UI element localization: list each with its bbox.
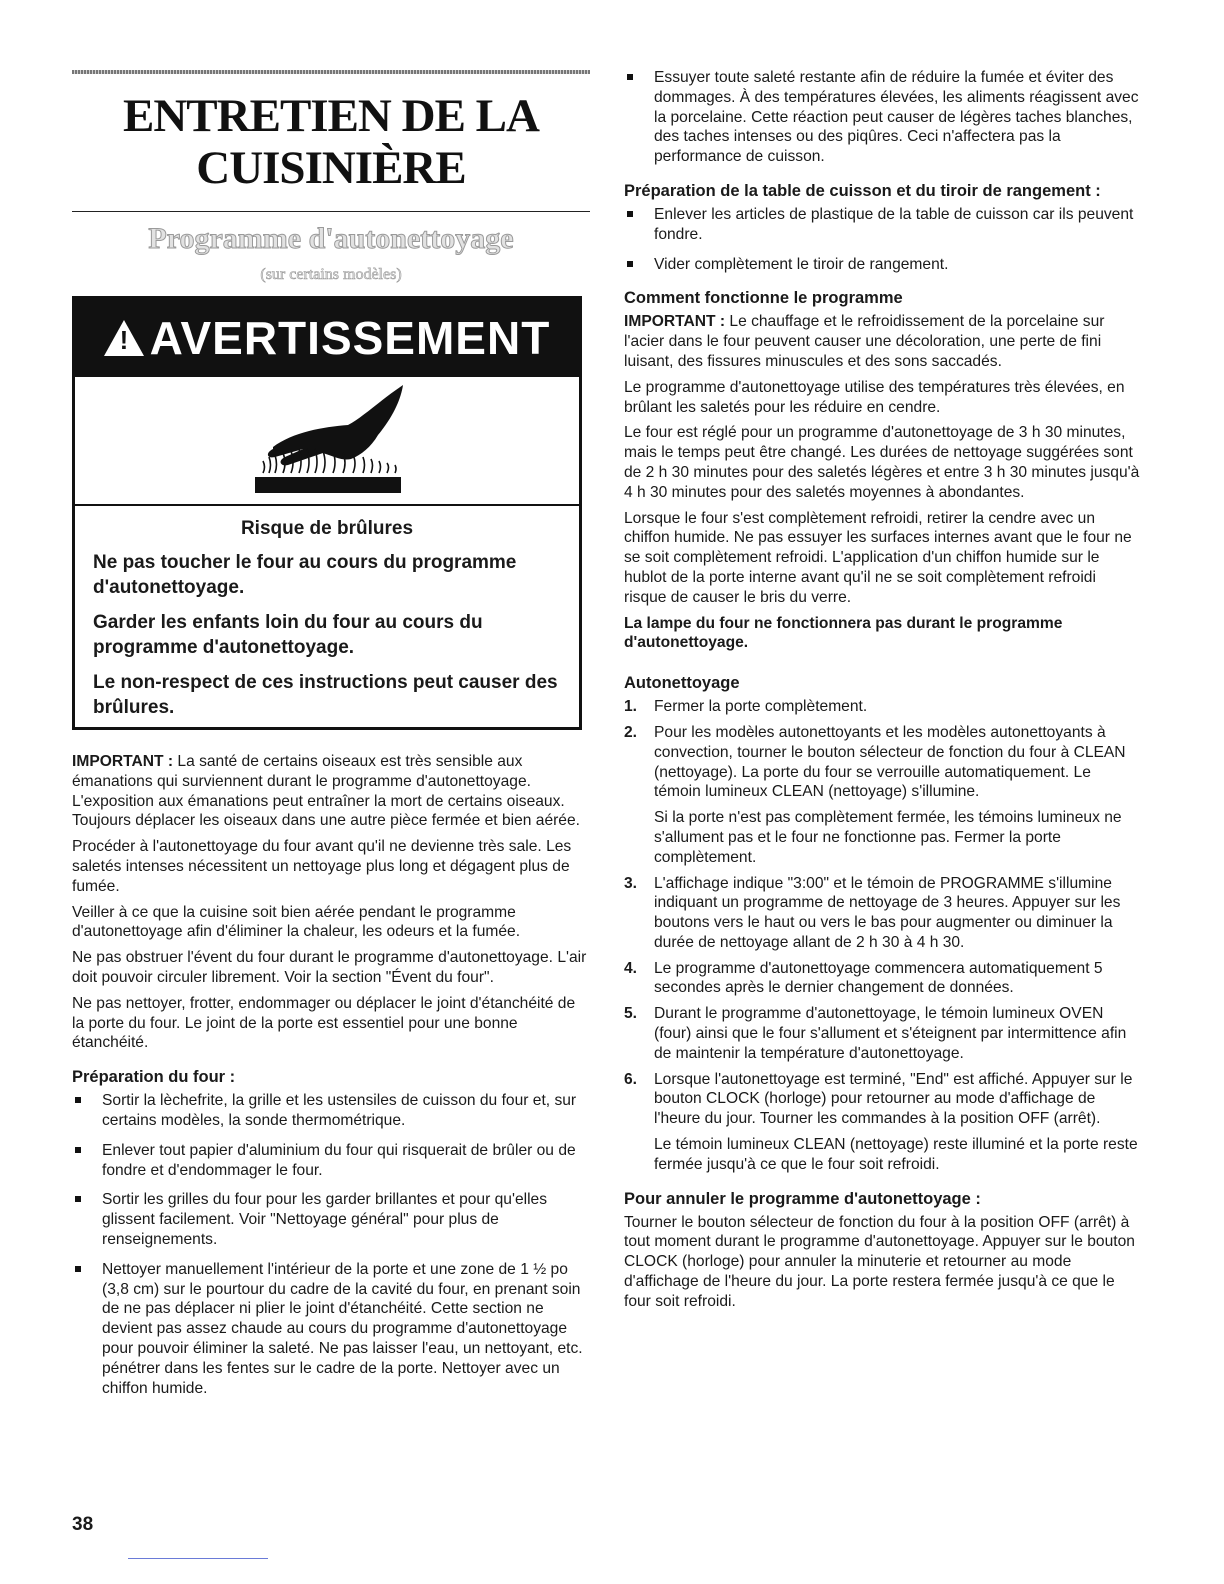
paragraph: Ne pas obstruer l'évent du four durant le programme d'autonettoyage. L'air doit pouvoir circuler librement. Voir la section "Évent du four". bbox=[72, 949, 587, 986]
step-text: Durant le programme d'autonettoyage, le témoin lumineux OVEN (four) ainsi que le four s'allument et s'éteignent par intermittence afin de maintenir la température d'autonettoyage. bbox=[654, 1005, 1127, 1062]
top-rule bbox=[72, 70, 590, 74]
step-text: Fermer la porte complètement. bbox=[654, 698, 868, 716]
paragraph: Veiller à ce que la cuisine soit bien aérée pendant le programme d'autonettoyage afin d'éliminer la chaleur, les odeurs et la fumée. bbox=[72, 903, 521, 941]
paragraph: Procéder à l'autonettoyage du four avant qu'il ne devienne très sale. Les saletés intenses nécessitent un nettoyage plus long et dégagent plus de fumée. bbox=[72, 838, 572, 895]
warning-line: Le non-respect de ces instructions peut causer des brûlures. bbox=[93, 672, 558, 718]
title-line-1: ENTRETIEN DE LA bbox=[123, 90, 539, 142]
step-text: Pour les modèles autonettoyants et les modèles autonettoyants à convection, tourner le bouton sélecteur de fonction du four à CLEAN (nettoyage). La porte du four se verrouille automatiquement. Le témoin lumineux CLEAN (nettoyage) s'illumine. bbox=[654, 723, 1126, 801]
step-number: 6. bbox=[624, 1070, 638, 1088]
page-title bbox=[72, 90, 590, 194]
how-it-works-heading: Comment fonctionne le programme bbox=[624, 289, 903, 308]
list-item: Nettoyer manuellement l'intérieur de la porte et une zone de 1 ½ po (3,8 cm) sur le pourtour du cadre de la cavité du four, en prenant soin de ne pas déplacer ni plier le joint d'étanchéité. Cette section ne devient pas assez chaude au cours du programme d'autonettoyage pour pouvoir éliminer la saleté. Ne pas laisser l'eau, un nettoyant, etc. pénétrer dans les fentes sur le cadre de la porte. Nettoyer avec un chiffon humide. bbox=[72, 1260, 588, 1399]
cancel-text: Tourner le bouton sélecteur de fonction du four à la position OFF (arrêt) à tout moment durant le programme d'autonettoyage. Appuyer sur le bouton CLOCK (horloge) pour annuler la minuterie et retourner au mode d'affichage de l'heure du jour. La porte restera fermée jusqu'à ce que le four soit refroidi. bbox=[624, 1213, 1135, 1310]
warning-line: Ne pas toucher le four au cours du programme d'autonettoyage. bbox=[93, 552, 517, 598]
warning-box bbox=[72, 296, 582, 730]
warning-risk: Risque de brûlures bbox=[240, 518, 414, 539]
important-text: La santé de certains oiseaux est très sensible aux émanations qui surviennent durant le programme d'autonettoyage. L'exposition aux émanations peut entraîner la mort de certains oiseaux. Toujours déplacer les oiseaux dans une autre pièce fermée et bien aérée. bbox=[72, 753, 580, 830]
title-line-2: CUISINIÈRE bbox=[196, 142, 466, 194]
step-number: 4. bbox=[624, 959, 638, 977]
cancel-heading: Pour annuler le programme d'autonettoyage : bbox=[624, 1189, 981, 1208]
step-item bbox=[624, 874, 1140, 953]
list-item: Essuyer toute saleté restante afin de réduire la fumée et éviter des dommages. À des températures élevées, les aliments réagissent avec la porcelaine. Cette réaction peut causer de légères taches blanches, des taches intenses ou des piqûres. Ceci n'affectera pas la performance de cuisson. bbox=[624, 68, 1140, 167]
paragraph: Lorsque le four s'est complètement refroidi, retirer la cendre avec un chiffon humide. Ne pas essuyer les surfaces internes avant que le four ne se soit complètement refroidi. L'application d'un chiffon humide sur le hublot de la porte interne avant qu'il ne se soit complètement refroidi risque de causer le bris du verre. bbox=[624, 509, 1132, 606]
warning-label: AVERTISSEMENT bbox=[149, 312, 551, 364]
left-column-text bbox=[72, 752, 588, 1408]
section-title: Programme d'autonettoyage bbox=[148, 222, 514, 255]
lamp-note: La lampe du four ne fonctionnera pas durant le programme d'autonettoyage. bbox=[624, 614, 1063, 652]
step-continuation: Le témoin lumineux CLEAN (nettoyage) reste illuminé et la porte reste fermée jusqu'à ce que le four soit refroidi. bbox=[654, 1136, 1138, 1173]
step-number: 3. bbox=[624, 874, 638, 892]
burn-hazard-illustration bbox=[75, 377, 579, 506]
footer-rule bbox=[128, 1558, 268, 1559]
paragraph: Le programme d'autonettoyage utilise des températures très élevées, en brûlant les saletés pour les réduire en cendre. bbox=[624, 378, 1125, 416]
important-text: Le chauffage et le refroidissement de la porcelaine sur l'acier dans le four peuvent causer une décoloration, une perte de fini luisant, des fissures minuscules et des sons saccadés. bbox=[624, 313, 1105, 370]
step-text: Le programme d'autonettoyage commencera automatiquement 5 secondes après le dernier changement de données. bbox=[654, 959, 1103, 997]
warning-triangle-icon bbox=[104, 320, 144, 356]
warning-body bbox=[75, 506, 579, 720]
list-item: Enlever tout papier d'aluminium du four qui risquerait de brûler ou de fondre et d'endommager le four. bbox=[72, 1141, 588, 1181]
list-item: Sortir la lèchefrite, la grille et les ustensiles de cuisson du four et, sur certains modèles, la sonde thermométrique. bbox=[72, 1091, 588, 1131]
step-number: 2. bbox=[624, 723, 638, 741]
step-text: Lorsque l'autonettoyage est terminé, "End" est affiché. Appuyer sur le bouton CLOCK (horloge) pour retourner au mode d'affichage de l'heure du jour. Tourner les commandes à la position OFF (arrêt). bbox=[654, 1070, 1133, 1128]
step-item bbox=[624, 1070, 1140, 1175]
important-paragraph bbox=[72, 752, 588, 831]
page-number: 38 bbox=[72, 1514, 94, 1535]
step-item bbox=[624, 697, 1140, 717]
warning-line: Garder les enfants loin du four au cours du programme d'autonettoyage. bbox=[93, 612, 483, 658]
paragraph: Le four est réglé pour un programme d'autonettoyage de 3 h 30 minutes, mais le temps peut être changé. Les durées de nettoyage suggérées sont de 2 h 30 minutes pour des saletés légères et entre 3 h 30 minutes jusqu'à 4 h 30 minutes pour des saletés moyennes à abondantes. bbox=[624, 424, 1140, 501]
right-column-text bbox=[624, 68, 1140, 1318]
list-item: Vider complètement le tiroir de rangement. bbox=[624, 255, 1140, 275]
step-item bbox=[624, 1004, 1140, 1063]
paragraph: Ne pas nettoyer, frotter, endommager ou déplacer le joint d'étanchéité de la porte du four. Le joint de la porte est essentiel pour une bonne étanchéité. bbox=[72, 994, 576, 1052]
self-clean-heading: Autonettoyage bbox=[624, 674, 740, 693]
oven-prep-heading: Préparation du four : bbox=[72, 1068, 236, 1087]
step-number: 1. bbox=[624, 698, 638, 716]
step-continuation: Si la porte n'est pas complètement fermée, les témoins lumineux ne s'allument pas et le four ne fonctionne pas. Fermer la porte complètement. bbox=[654, 809, 1122, 866]
warning-header bbox=[75, 299, 579, 377]
step-item bbox=[624, 959, 1140, 999]
list-item: Enlever les articles de plastique de la table de cuisson car ils peuvent fondre. bbox=[624, 205, 1140, 245]
step-text: L'affichage indique "3:00" et le témoin de PROGRAMME s'illumine indiquant un programme de nettoyage de 3 heures. Appuyer sur les boutons vers le haut ou vers le bas pour augmenter ou diminuer la durée de nettoyage allant de 2 h 30 à 4 h 30. bbox=[654, 874, 1121, 951]
important-paragraph bbox=[624, 312, 1140, 371]
step-item bbox=[624, 723, 1140, 868]
important-label: IMPORTANT : bbox=[624, 313, 726, 331]
important-label: IMPORTANT : bbox=[72, 753, 174, 770]
step-number: 5. bbox=[624, 1005, 638, 1023]
hand-heat-icon bbox=[253, 377, 413, 502]
cooktop-prep-heading: Préparation de la table de cuisson et du tiroir de rangement : bbox=[624, 181, 1101, 200]
section-subtitle: (sur certains modèles) bbox=[260, 266, 402, 283]
list-item: Sortir les grilles du four pour les garder brillantes et pour qu'elles glissent facilement. Voir "Nettoyage général" pour plus de renseignements. bbox=[72, 1190, 588, 1249]
title-rule bbox=[72, 211, 590, 212]
